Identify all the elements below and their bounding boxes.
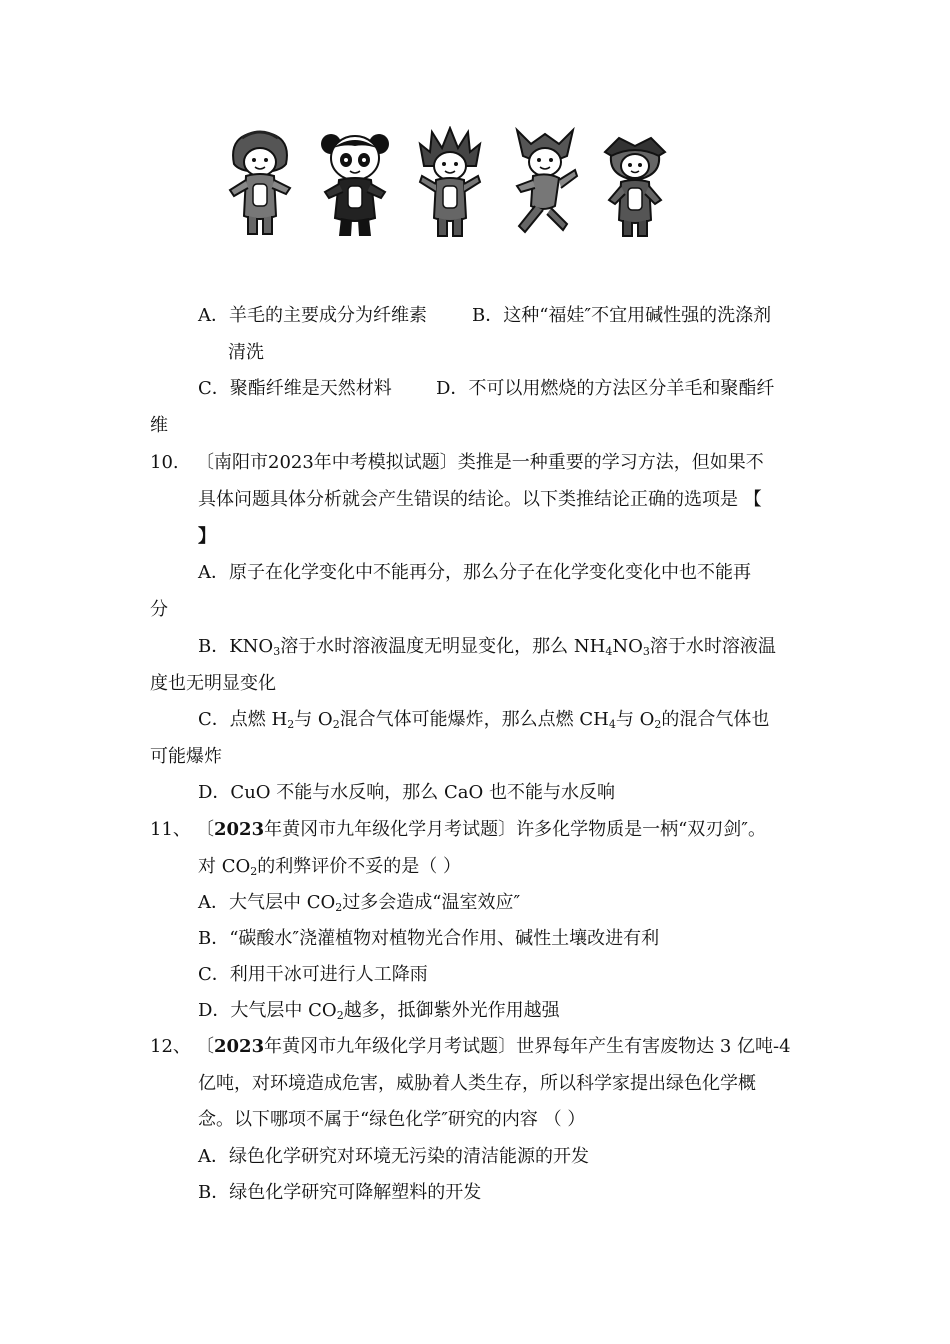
q11-option-d: D．大气层中 $CO_2$越多，抵御紫外光作用越强	[198, 1000, 560, 1022]
q10-option-a: A．原子在化学变化中不能再分，那么分子在化学变化变化中也不能再	[198, 562, 751, 583]
q9-option-a: A．羊毛的主要成分为纤维素	[198, 305, 427, 326]
fuwa-mascots-illustration	[220, 126, 670, 240]
q12-stem-line3: 念。以下哪项不属于“绿色化学″研究的内容 （ ）	[198, 1109, 586, 1130]
q11-number: 11、	[150, 819, 191, 840]
mascot-nini	[595, 126, 675, 240]
mascot-jingjing	[315, 126, 395, 240]
q11-option-b: B．“碳酸水″浇灌植物对植物光合作用、碱性土壤改进有利	[198, 928, 660, 949]
q9-option-b-continued: 清洗	[228, 342, 264, 363]
mascot-yingying	[505, 126, 585, 240]
q9-option-d: D．不可以用燃烧的方法区分羊毛和聚酯纤	[436, 378, 775, 399]
q10-option-a-continued: 分	[150, 599, 168, 620]
q11-stem-line1: 〔2023年黄冈市九年级化学月考试题〕许多化学物质是一柄“双刃剑″。	[196, 819, 767, 840]
q9-option-c: C．聚酯纤维是天然材料	[198, 378, 392, 399]
q12-number: 12、	[150, 1036, 191, 1057]
q10-option-c-continued: 可能爆炸	[150, 746, 222, 767]
q10-option-b: B．$KNO_3$溶于水时溶液温度无明显变化，那么 $NH_4NO_3$溶于水时溶液温	[198, 636, 776, 658]
q10-stem-line2: 具体问题具体分析就会产生错误的结论。以下类推结论正确的选项是 【	[198, 489, 762, 510]
q10-stem-line1: 〔南阳市2023年中考模拟试题〕类推是一种重要的学习方法，但如果不	[196, 452, 764, 473]
q11-option-c: C．利用干冰可进行人工降雨	[198, 964, 428, 985]
q11-option-a: A．大气层中 $CO_2$过多会造成“温室效应″	[198, 892, 521, 914]
q10-answer-bracket: 】	[198, 526, 216, 547]
q10-option-d: D．CuO 不能与水反响，那么 CaO 也不能与水反响	[198, 782, 615, 803]
q12-stem-line2: 亿吨，对环境造成危害，威胁着人类生存，所以科学家提出绿色化学概	[198, 1073, 756, 1094]
q10-option-c: C．点燃 $H_2$与 $O_2$混合气体可能爆炸，那么点燃 $CH_4$与 $O_2$的混合气体也	[198, 709, 770, 731]
q9-option-d-continued: 维	[150, 415, 168, 436]
q12-stem-line1: 〔2023年黄冈市九年级化学月考试题〕世界每年产生有害废物达 3 亿吨-4	[196, 1036, 791, 1057]
q9-option-b: B．这种“福娃″不宜用碱性强的洗涤剂	[472, 305, 772, 326]
q11-stem-line2: 对 $CO_2$的利弊评价不妥的是（ ）	[198, 856, 461, 878]
mascot-huanhuan	[410, 126, 490, 240]
q12-option-b: B．绿色化学研究可降解塑料的开发	[198, 1182, 482, 1203]
mascot-beibei	[220, 126, 300, 240]
q10-option-b-continued: 度也无明显变化	[150, 673, 276, 694]
q10-number: 10.	[150, 452, 179, 473]
q12-option-a: A．绿色化学研究对环境无污染的清洁能源的开发	[198, 1146, 589, 1167]
